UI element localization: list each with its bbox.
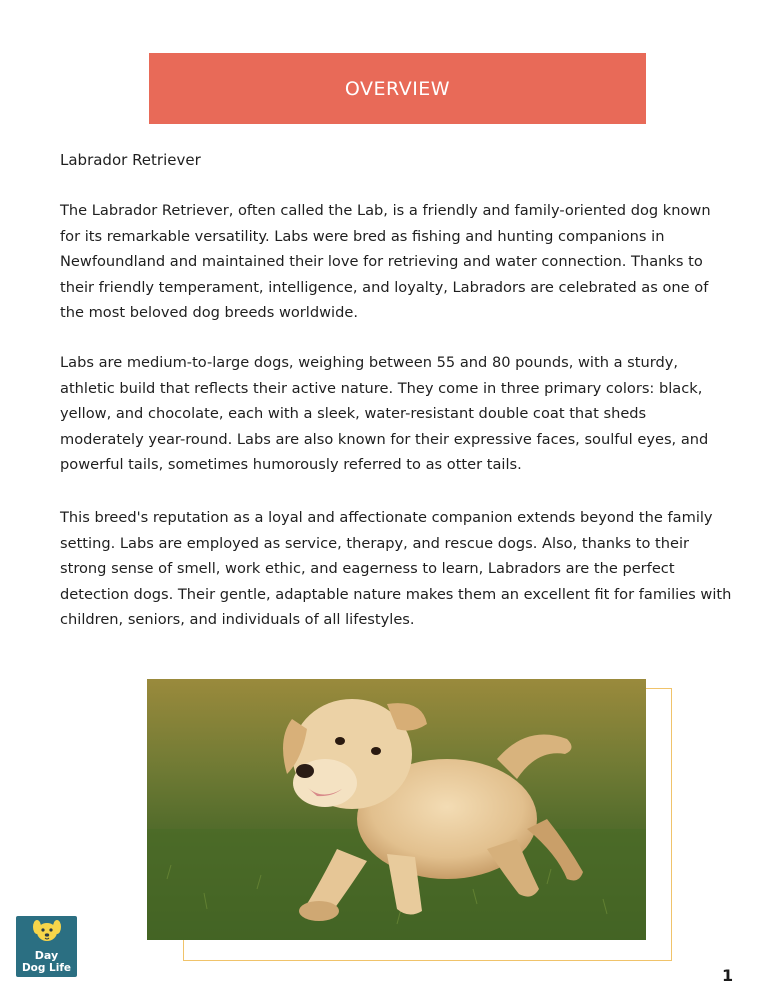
day-dog-life-logo bbox=[16, 916, 77, 977]
logo-text-day: Day bbox=[34, 949, 59, 962]
overview-banner bbox=[149, 53, 646, 124]
logo-text-dog-life: Dog Life bbox=[21, 962, 72, 974]
puppy-photo bbox=[147, 679, 646, 940]
banner-title: OVERVIEW bbox=[344, 77, 451, 100]
breed-subtitle: Labrador Retriever bbox=[60, 151, 201, 169]
paragraph-3: This breed's reputation as a loyal and affectionate companion extends beyond the family setting. Labs are employed as service, therapy, and rescue dogs. Also, thanks to their strong sense of smell, work ethic, and eagerness to learn, Labradors are the perfect detection dogs. Their gentle, adaptable nature makes them an excellent fit for families with children, seniors, and individuals of all lifestyles. bbox=[60, 509, 732, 628]
page-number: 1 bbox=[722, 966, 734, 985]
paragraph-1: The Labrador Retriever, often called the Lab, is a friendly and family-oriented dog known for its remarkable versatility. Labs were bred as fishing and hunting companions in Newfoundland and maintained their love for retrieving and water connection. Thanks to their friendly temperament, intelligence, and loyalty, Labradors are celebrated as one of the most beloved dog breeds worldwide. bbox=[60, 202, 711, 321]
dog-face-icon bbox=[32, 918, 62, 944]
paragraph-2: Labs are medium-to-large dogs, weighing between 55 and 80 pounds, with a sturdy, athletic build that reflects their active nature. They come in three primary colors: black, yellow, and chocolate, each with a sleek, water-resistant double coat that sheds moderately year-round. Labs are also known for their expressive faces, soulful eyes, and powerful tails, sometimes humorously referred to as otter tails. bbox=[60, 354, 709, 473]
